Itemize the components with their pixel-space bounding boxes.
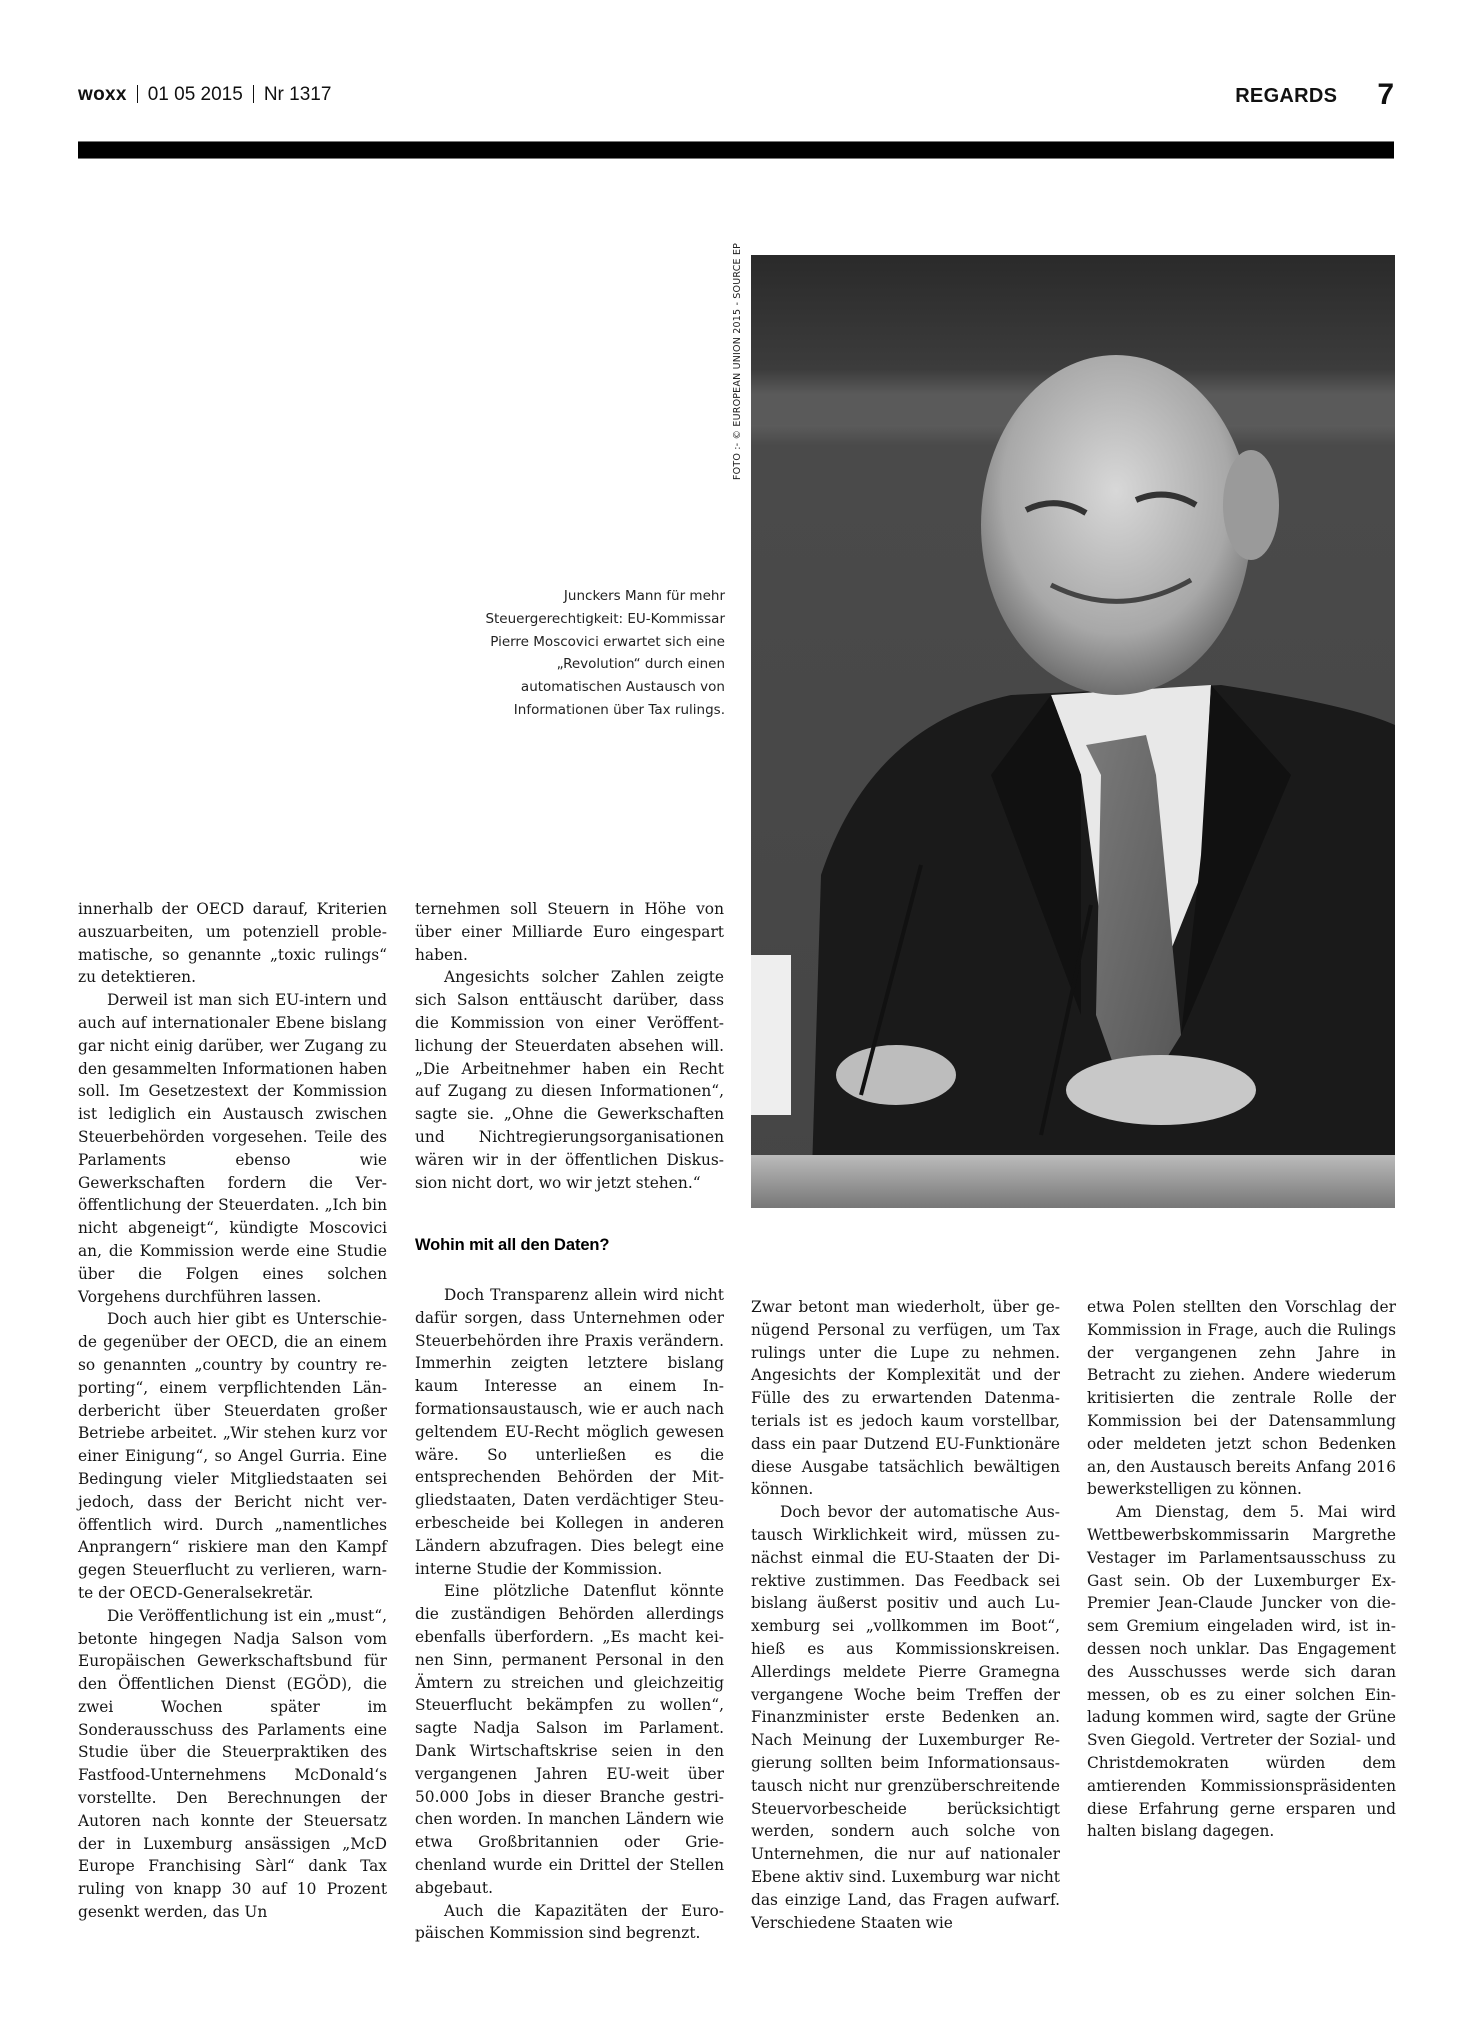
photo-credit-text: FOTO :- © EUROPEAN UNION 2015 - SOURCE EP	[732, 242, 743, 480]
article-column-4	[1087, 1296, 1396, 1843]
paragraph: Am Dienstag, dem 5. Mai wird Wettbewerbskommissarin Margrethe Vestager im Parlamentsausschuss zu Gast sein. Ob der Luxemburger Ex-Premier Jean-Claude Juncker von diesem Gremium eingeladen wird, ist indessen noch unklar. Das Engagement des Ausschusses werde sich daran messen, ob es zu einer solchen Einladung kommen wird, sagte der Grüne Sven Giegold. Vertreter der Sozial- und Christdemokraten würden dem amtierenden Kommissionspräsidenten diese Erfahrung gerne ersparen und halten bislang dagegen.	[1087, 1503, 1396, 1841]
masthead-right	[1235, 78, 1394, 112]
paragraph: Derweil ist man sich EU-intern und auch auf internationaler Ebene bislang gar nicht einig darüber, wer Zugang zu den gesammelten Informationen haben soll. Im Gesetzestext der Kommission ist lediglich ein Austausch zwischen Steuerbehörden vorgesehen. Teile des Parlaments ebenso wie Gewerkschaften fordern die Veröffentlichung der Steuerdaten. „Ich bin nicht abgeneigt“, kündigte Moscovici an, die Kommission werde eine Studie über die Folgen eines solchen Vorgehens durchführen lassen.	[78, 991, 387, 1306]
issue-date: 01 05 2015	[147, 84, 243, 105]
publication-brand: woxx	[78, 84, 127, 105]
page-number: 7	[1377, 78, 1394, 111]
section-subheading: Wohin mit all den Daten?	[415, 1236, 610, 1254]
paragraph: Die Veröffentlichung ist ein „must“, betonte hingegen Nadja Salson vom Europäischen Gewerkschaftsbund für den Öffentlichen Dienst (EGÖD), die zwei Wochen später im Sonderausschuss des Parlaments eine Studie über die Steuerpraktiken des Fastfood-Unternehmens McDonald‘s vorstellte. Den Berechnungen der Autoren nach konnte der Steuersatz der in Luxemburg ansässigen „McD Europe Franchising Sàrl“ dank Tax ruling von knapp 30 auf 10 Prozent gesenkt werden, das Un	[78, 1606, 387, 1922]
article-column-1	[78, 898, 387, 1924]
header-rule	[78, 141, 1394, 159]
divider	[137, 85, 138, 103]
article-column-2-bottom	[415, 1284, 724, 1945]
paragraph: Angesichts solcher Zahlen zeigte sich Salson enttäuscht darüber, dass die Kommission von einer Veröffentlichung der Steuerdaten absehen will. „Die Arbeitnehmer haben ein Recht auf Zugang zu diesen Informationen“, sagte sie. „Ohne die Gewerkschaften und Nichtregierungsorganisationen wären wir in der öffentlichen Diskussion nicht dort, wo wir jetzt stehen.“	[415, 968, 724, 1192]
portrait-photo	[751, 255, 1395, 1208]
paragraph: ternehmen soll Steuern in Höhe von über einer Milliarde Euro eingespart haben.	[415, 900, 724, 964]
paragraph: Doch bevor der automatische Austausch Wirklichkeit wird, müssen zunächst einmal die EU-Staaten der Direktive zustimmen. Das Feedback sei bislang äußerst positiv und auch Luxemburg sei „vollkommen im Boot“, hieß es aus Kommissionskreisen. Allerdings meldete Pierre Gramegna vergangene Woche beim Treffen der Finanzminister erste Bedenken an. Nach Meinung der Luxemburger Regierung sollten beim Informationsaustausch nicht nur grenzüberschreitende Steuervorbescheide berücksichtigt werden, sondern auch solche von Unternehmen, die nur auf nationaler Ebene aktiv sind. Luxemburg war nicht das einzige Land, das Fragen aufwarf. Verschiedene Staaten wie	[751, 1503, 1060, 1932]
paragraph: Auch die Kapazitäten der Europäischen Kommission sind begrenzt.	[415, 1901, 724, 1943]
portrait-image-icon	[751, 255, 1395, 1208]
issue-number: Nr 1317	[263, 84, 332, 105]
paragraph: Doch auch hier gibt es Unterschiede gegenüber der OECD, die an einem so genannten „country by country reporting“, einem verpflichtenden Länderbericht über Steuerdaten großer Betriebe arbeitet. „Wir stehen kurz vor einer Einigung“, so Angel Gurria. Eine Bedingung vieler Mitgliedstaaten sei jedoch, dass der Bericht nicht veröffentlich wird. Durch „namentliches Anprangern“ riskiere man den Kampf gegen Steuerflucht zu verlieren, warnte der OECD-Generalsekretär.	[78, 1310, 387, 1602]
section-name: REGARDS	[1235, 85, 1338, 107]
masthead-left	[78, 84, 331, 106]
divider	[253, 85, 254, 103]
paragraph: Doch Transparenz allein wird nicht dafür sorgen, dass Unternehmen oder Steuerbehörden ihre Praxis verändern. Immerhin zeigten letztere bislang kaum Interesse an einem Informationsaustausch, wie er auch nach geltendem EU-Recht möglich gewesen wäre. So unterließen es die entsprechenden Behörden der Mitgliedstaaten, Daten verdächtiger Steuerbescheide bei Kollegen in anderen Ländern abzufragen. Dies belegt eine interne Studie der Kommission.	[415, 1286, 724, 1578]
paragraph: innerhalb der OECD darauf, Kriterien auszuarbeiten, um potenziell problematische, so genannte „toxic rulings“ zu detektieren.	[78, 900, 387, 987]
paragraph: Zwar betont man wiederholt, über genügend Personal zu verfügen, um Tax rulings unter die Lupe zu nehmen. Angesichts der Komplexität und der Fülle des zu erwartenden Datenmaterials ist es jedoch kaum vorstellbar, dass ein paar Dutzend EU-Funktionäre diese Ausgabe tatsächlich bewältigen können.	[751, 1298, 1060, 1499]
paragraph: Eine plötzliche Datenflut könnte die zuständigen Behörden allerdings ebenfalls überfordern. „Es macht keinen Sinn, permanent Personal in den Ämtern zu streichen und gleichzeitig Steuerflucht bekämpfen zu wollen“, sagte Nadja Salson im Parlament. Dank Wirtschaftskrise seien in den vergangenen Jahren EU-weit über 50.000 Jobs in dieser Branche gestrichen worden. In manchen Ländern wie etwa Großbritannien oder Griechenland wurde ein Drittel der Stellen abgebaut.	[415, 1582, 724, 1897]
article-column-3	[751, 1296, 1060, 1934]
photo-credit	[730, 242, 746, 480]
paragraph: etwa Polen stellten den Vorschlag der Kommission in Frage, auch die Rulings der vergangenen zehn Jahre in Betracht zu ziehen. Andere wiederum kritisierten die zentrale Rolle der Kommission bei der Datensammlung oder meldeten jetzt schon Bedenken an, den Austausch bereits Anfang 2016 bewerkstelligen zu können.	[1087, 1298, 1396, 1499]
article-column-2-top	[415, 898, 724, 1194]
photo-caption: Junckers Mann für mehr Steuergerechtigkeit: EU-Kommissar Pierre Moscovici erwartet sich eine „Revolution“ durch einen automatischen Austausch von Informationen über Tax rulings.	[485, 588, 725, 718]
